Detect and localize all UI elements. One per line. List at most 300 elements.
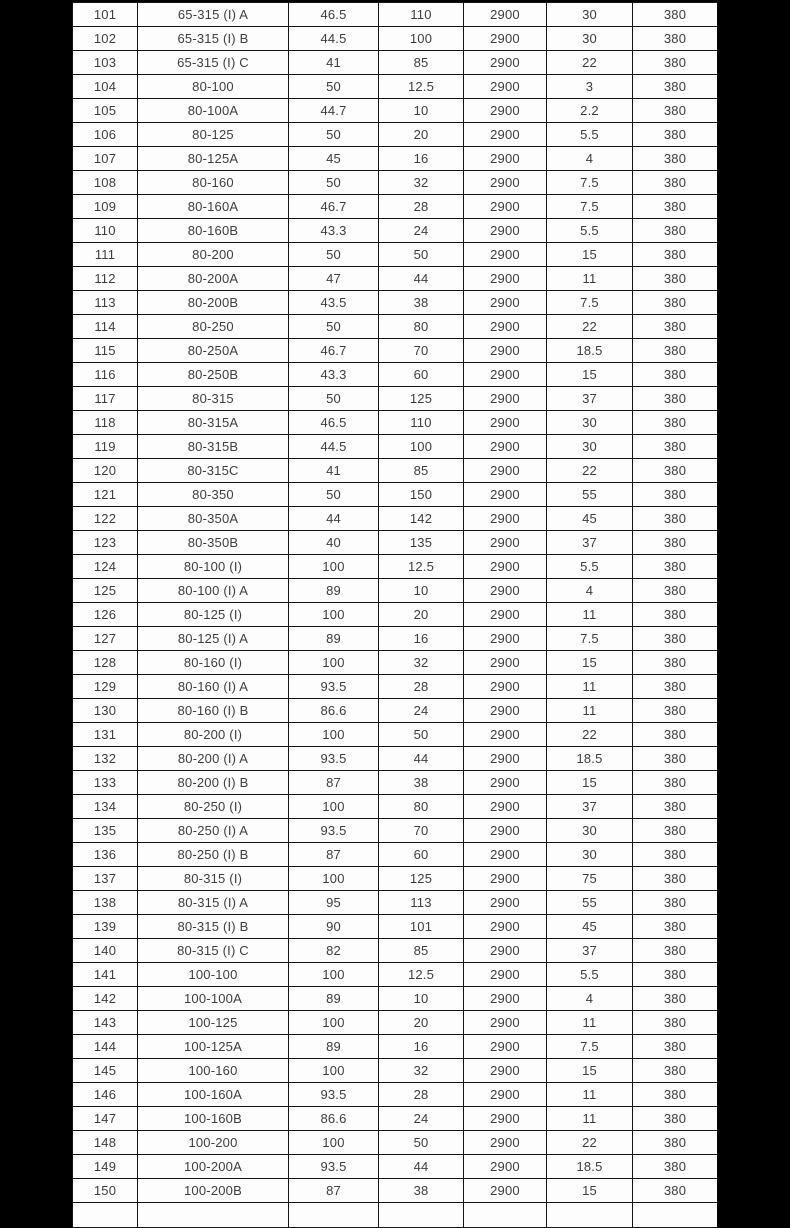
- table-row: [73, 1083, 718, 1107]
- cell-power: 37: [547, 387, 633, 411]
- cell-value-1: 45: [289, 147, 379, 171]
- table-row: [73, 723, 718, 747]
- cell-model: 80-350B: [138, 531, 289, 555]
- cell-value-2: 24: [379, 699, 464, 723]
- cell-model: 80-250 (I): [138, 795, 289, 819]
- cell-row-number: 150: [73, 1179, 138, 1203]
- cell-value-1: 86.6: [289, 1107, 379, 1131]
- cell-voltage: 380: [633, 459, 718, 483]
- cell-power: 15: [547, 1059, 633, 1083]
- table-row: [73, 291, 718, 315]
- cell-speed: 2900: [464, 1035, 547, 1059]
- cell-power: 22: [547, 723, 633, 747]
- cell-power: 11: [547, 603, 633, 627]
- cell-value-2: 20: [379, 1011, 464, 1035]
- cell-value-1: 46.7: [289, 339, 379, 363]
- cell-voltage: 380: [633, 867, 718, 891]
- table-row: [73, 915, 718, 939]
- cell-speed: 2900: [464, 723, 547, 747]
- table-cell-empty: [633, 1203, 718, 1228]
- cell-value-2: 20: [379, 123, 464, 147]
- table-cell-empty: [379, 1203, 464, 1228]
- cell-value-1: 100: [289, 555, 379, 579]
- cell-value-2: 100: [379, 27, 464, 51]
- cell-voltage: 380: [633, 1155, 718, 1179]
- cell-power: 22: [547, 1131, 633, 1155]
- table-row: [73, 171, 718, 195]
- cell-speed: 2900: [464, 75, 547, 99]
- cell-row-number: 103: [73, 51, 138, 75]
- cell-power: 7.5: [547, 291, 633, 315]
- cell-power: 30: [547, 435, 633, 459]
- cell-row-number: 141: [73, 963, 138, 987]
- cell-model: 80-160B: [138, 219, 289, 243]
- cell-row-number: 132: [73, 747, 138, 771]
- cell-power: 30: [547, 3, 633, 27]
- cell-model: 100-160A: [138, 1083, 289, 1107]
- table-row: [73, 1107, 718, 1131]
- cell-value-2: 20: [379, 603, 464, 627]
- cell-value-2: 16: [379, 147, 464, 171]
- cell-power: 11: [547, 699, 633, 723]
- cell-speed: 2900: [464, 195, 547, 219]
- cell-value-1: 50: [289, 315, 379, 339]
- cell-row-number: 148: [73, 1131, 138, 1155]
- cell-voltage: 380: [633, 771, 718, 795]
- cell-value-1: 93.5: [289, 1083, 379, 1107]
- cell-speed: 2900: [464, 843, 547, 867]
- cell-model: 80-315 (I) B: [138, 915, 289, 939]
- cell-power: 4: [547, 987, 633, 1011]
- cell-value-2: 38: [379, 291, 464, 315]
- cell-value-2: 16: [379, 627, 464, 651]
- cell-model: 80-100 (I): [138, 555, 289, 579]
- cell-voltage: 380: [633, 963, 718, 987]
- cell-row-number: 139: [73, 915, 138, 939]
- cell-value-1: 100: [289, 603, 379, 627]
- cell-power: 30: [547, 843, 633, 867]
- cell-value-2: 85: [379, 939, 464, 963]
- cell-value-2: 113: [379, 891, 464, 915]
- cell-value-1: 50: [289, 123, 379, 147]
- cell-row-number: 147: [73, 1107, 138, 1131]
- cell-row-number: 145: [73, 1059, 138, 1083]
- cell-row-number: 116: [73, 363, 138, 387]
- cell-model: 65-315 (I) A: [138, 3, 289, 27]
- cell-power: 15: [547, 651, 633, 675]
- cell-speed: 2900: [464, 315, 547, 339]
- cell-speed: 2900: [464, 867, 547, 891]
- cell-voltage: 380: [633, 1059, 718, 1083]
- cell-row-number: 105: [73, 99, 138, 123]
- cell-value-2: 24: [379, 219, 464, 243]
- cell-voltage: 380: [633, 1035, 718, 1059]
- cell-power: 5.5: [547, 555, 633, 579]
- cell-model: 80-250A: [138, 339, 289, 363]
- cell-model: 80-350: [138, 483, 289, 507]
- cell-value-1: 44.5: [289, 27, 379, 51]
- cell-model: 100-125: [138, 1011, 289, 1035]
- cell-speed: 2900: [464, 267, 547, 291]
- cell-speed: 2900: [464, 747, 547, 771]
- cell-value-1: 82: [289, 939, 379, 963]
- table-row: [73, 1059, 718, 1083]
- cell-value-1: 100: [289, 867, 379, 891]
- cell-row-number: 144: [73, 1035, 138, 1059]
- cell-row-number: 117: [73, 387, 138, 411]
- table-row: [73, 795, 718, 819]
- cell-speed: 2900: [464, 171, 547, 195]
- cell-speed: 2900: [464, 1131, 547, 1155]
- cell-value-1: 87: [289, 843, 379, 867]
- table-row: [73, 411, 718, 435]
- cell-speed: 2900: [464, 555, 547, 579]
- cell-voltage: 380: [633, 507, 718, 531]
- cell-value-2: 44: [379, 747, 464, 771]
- cell-value-2: 85: [379, 459, 464, 483]
- cell-voltage: 380: [633, 387, 718, 411]
- cell-speed: 2900: [464, 27, 547, 51]
- cell-model: 80-100A: [138, 99, 289, 123]
- cell-speed: 2900: [464, 1083, 547, 1107]
- table-row: [73, 3, 718, 27]
- table-row: [73, 579, 718, 603]
- cell-row-number: 106: [73, 123, 138, 147]
- cell-value-2: 110: [379, 411, 464, 435]
- cell-speed: 2900: [464, 51, 547, 75]
- cell-speed: 2900: [464, 507, 547, 531]
- table-row: [73, 1035, 718, 1059]
- cell-power: 22: [547, 315, 633, 339]
- cell-value-2: 12.5: [379, 555, 464, 579]
- cell-row-number: 112: [73, 267, 138, 291]
- cell-value-2: 10: [379, 579, 464, 603]
- cell-voltage: 380: [633, 339, 718, 363]
- cell-value-1: 89: [289, 579, 379, 603]
- cell-power: 15: [547, 1179, 633, 1203]
- cell-value-2: 28: [379, 195, 464, 219]
- cell-voltage: 380: [633, 99, 718, 123]
- cell-row-number: 122: [73, 507, 138, 531]
- cell-value-1: 43.3: [289, 219, 379, 243]
- cell-value-1: 47: [289, 267, 379, 291]
- cell-speed: 2900: [464, 651, 547, 675]
- cell-model: 80-315C: [138, 459, 289, 483]
- cell-value-2: 125: [379, 387, 464, 411]
- cell-row-number: 142: [73, 987, 138, 1011]
- cell-value-1: 100: [289, 795, 379, 819]
- table-row: [73, 363, 718, 387]
- cell-value-1: 100: [289, 651, 379, 675]
- cell-value-2: 32: [379, 171, 464, 195]
- cell-value-1: 89: [289, 1035, 379, 1059]
- table-row: [73, 555, 718, 579]
- cell-model: 80-125: [138, 123, 289, 147]
- cell-row-number: 133: [73, 771, 138, 795]
- cell-model: 80-200A: [138, 267, 289, 291]
- cell-voltage: 380: [633, 915, 718, 939]
- cell-value-1: 93.5: [289, 1155, 379, 1179]
- cell-value-2: 10: [379, 987, 464, 1011]
- cell-model: 80-100: [138, 75, 289, 99]
- cell-value-1: 43.3: [289, 363, 379, 387]
- cell-value-1: 40: [289, 531, 379, 555]
- cell-value-2: 110: [379, 3, 464, 27]
- cell-speed: 2900: [464, 147, 547, 171]
- cell-voltage: 380: [633, 147, 718, 171]
- cell-value-2: 38: [379, 1179, 464, 1203]
- cell-voltage: 380: [633, 819, 718, 843]
- cell-voltage: 380: [633, 603, 718, 627]
- cell-value-1: 95: [289, 891, 379, 915]
- cell-row-number: 136: [73, 843, 138, 867]
- cell-value-1: 100: [289, 723, 379, 747]
- cell-speed: 2900: [464, 339, 547, 363]
- cell-row-number: 129: [73, 675, 138, 699]
- table-cell-empty: [138, 1203, 289, 1228]
- cell-model: 80-100 (I) A: [138, 579, 289, 603]
- table-row: [73, 867, 718, 891]
- cell-power: 18.5: [547, 1155, 633, 1179]
- cell-speed: 2900: [464, 963, 547, 987]
- cell-voltage: 380: [633, 195, 718, 219]
- cell-value-1: 93.5: [289, 819, 379, 843]
- cell-speed: 2900: [464, 627, 547, 651]
- cell-voltage: 380: [633, 291, 718, 315]
- cell-speed: 2900: [464, 939, 547, 963]
- cell-voltage: 380: [633, 123, 718, 147]
- cell-row-number: 137: [73, 867, 138, 891]
- table-row-partial: [73, 1203, 718, 1228]
- cell-value-2: 16: [379, 1035, 464, 1059]
- cell-power: 4: [547, 579, 633, 603]
- cell-model: 80-200B: [138, 291, 289, 315]
- cell-value-1: 50: [289, 75, 379, 99]
- cell-value-1: 50: [289, 243, 379, 267]
- cell-power: 18.5: [547, 747, 633, 771]
- cell-speed: 2900: [464, 699, 547, 723]
- cell-value-2: 50: [379, 243, 464, 267]
- cell-speed: 2900: [464, 891, 547, 915]
- cell-voltage: 380: [633, 219, 718, 243]
- cell-model: 80-200 (I) B: [138, 771, 289, 795]
- cell-value-1: 50: [289, 387, 379, 411]
- cell-model: 80-200 (I) A: [138, 747, 289, 771]
- table-row: [73, 1131, 718, 1155]
- spec-table-body: [73, 3, 718, 1228]
- table-row: [73, 1011, 718, 1035]
- cell-row-number: 114: [73, 315, 138, 339]
- cell-value-1: 50: [289, 483, 379, 507]
- cell-row-number: 121: [73, 483, 138, 507]
- table-row: [73, 51, 718, 75]
- table-row: [73, 843, 718, 867]
- cell-voltage: 380: [633, 531, 718, 555]
- cell-voltage: 380: [633, 723, 718, 747]
- table-row: [73, 987, 718, 1011]
- cell-power: 45: [547, 915, 633, 939]
- table-row: [73, 147, 718, 171]
- cell-power: 11: [547, 267, 633, 291]
- cell-voltage: 380: [633, 795, 718, 819]
- cell-model: 80-315B: [138, 435, 289, 459]
- cell-row-number: 128: [73, 651, 138, 675]
- cell-speed: 2900: [464, 483, 547, 507]
- cell-value-2: 80: [379, 315, 464, 339]
- cell-model: 80-250B: [138, 363, 289, 387]
- cell-voltage: 380: [633, 1083, 718, 1107]
- cell-value-2: 80: [379, 795, 464, 819]
- cell-power: 55: [547, 483, 633, 507]
- table-row: [73, 387, 718, 411]
- cell-power: 30: [547, 411, 633, 435]
- cell-row-number: 118: [73, 411, 138, 435]
- cell-model: 100-200A: [138, 1155, 289, 1179]
- cell-power: 11: [547, 1083, 633, 1107]
- table-row: [73, 747, 718, 771]
- cell-value-2: 28: [379, 675, 464, 699]
- cell-speed: 2900: [464, 243, 547, 267]
- cell-value-2: 10: [379, 99, 464, 123]
- cell-value-2: 28: [379, 1083, 464, 1107]
- cell-speed: 2900: [464, 1179, 547, 1203]
- table-row: [73, 891, 718, 915]
- cell-model: 80-160: [138, 171, 289, 195]
- cell-row-number: 131: [73, 723, 138, 747]
- cell-voltage: 380: [633, 363, 718, 387]
- table-row: [73, 483, 718, 507]
- table-row: [73, 339, 718, 363]
- cell-voltage: 380: [633, 939, 718, 963]
- cell-speed: 2900: [464, 1155, 547, 1179]
- cell-row-number: 101: [73, 3, 138, 27]
- cell-value-2: 125: [379, 867, 464, 891]
- cell-value-1: 43.5: [289, 291, 379, 315]
- cell-model: 80-315 (I) C: [138, 939, 289, 963]
- cell-power: 15: [547, 363, 633, 387]
- cell-row-number: 120: [73, 459, 138, 483]
- cell-model: 80-315: [138, 387, 289, 411]
- table-row: [73, 123, 718, 147]
- cell-power: 30: [547, 27, 633, 51]
- cell-speed: 2900: [464, 603, 547, 627]
- cell-speed: 2900: [464, 579, 547, 603]
- table-row: [73, 315, 718, 339]
- cell-value-1: 46.5: [289, 3, 379, 27]
- table-row: [73, 651, 718, 675]
- cell-value-1: 100: [289, 1059, 379, 1083]
- cell-row-number: 149: [73, 1155, 138, 1179]
- cell-model: 65-315 (I) B: [138, 27, 289, 51]
- cell-row-number: 125: [73, 579, 138, 603]
- cell-row-number: 127: [73, 627, 138, 651]
- cell-speed: 2900: [464, 3, 547, 27]
- cell-value-1: 90: [289, 915, 379, 939]
- table-row: [73, 603, 718, 627]
- cell-speed: 2900: [464, 363, 547, 387]
- cell-model: 100-200B: [138, 1179, 289, 1203]
- cell-value-1: 100: [289, 1131, 379, 1155]
- cell-voltage: 380: [633, 675, 718, 699]
- cell-speed: 2900: [464, 123, 547, 147]
- cell-row-number: 109: [73, 195, 138, 219]
- cell-model: 100-200: [138, 1131, 289, 1155]
- cell-model: 80-125A: [138, 147, 289, 171]
- cell-value-1: 100: [289, 1011, 379, 1035]
- cell-power: 15: [547, 243, 633, 267]
- cell-value-2: 142: [379, 507, 464, 531]
- cell-power: 45: [547, 507, 633, 531]
- cell-power: 37: [547, 531, 633, 555]
- cell-power: 4: [547, 147, 633, 171]
- cell-value-1: 93.5: [289, 675, 379, 699]
- cell-speed: 2900: [464, 435, 547, 459]
- table-row: [73, 507, 718, 531]
- cell-voltage: 380: [633, 699, 718, 723]
- cell-power: 75: [547, 867, 633, 891]
- table-row: [73, 531, 718, 555]
- cell-voltage: 380: [633, 267, 718, 291]
- cell-power: 7.5: [547, 195, 633, 219]
- cell-row-number: 113: [73, 291, 138, 315]
- cell-voltage: 380: [633, 411, 718, 435]
- cell-value-2: 101: [379, 915, 464, 939]
- cell-value-2: 24: [379, 1107, 464, 1131]
- cell-model: 80-250 (I) B: [138, 843, 289, 867]
- cell-voltage: 380: [633, 27, 718, 51]
- table-cell-empty: [547, 1203, 633, 1228]
- cell-value-2: 150: [379, 483, 464, 507]
- cell-model: 100-100A: [138, 987, 289, 1011]
- cell-speed: 2900: [464, 915, 547, 939]
- cell-value-2: 70: [379, 819, 464, 843]
- cell-row-number: 126: [73, 603, 138, 627]
- cell-voltage: 380: [633, 435, 718, 459]
- table-row: [73, 1179, 718, 1203]
- cell-row-number: 143: [73, 1011, 138, 1035]
- cell-power: 5.5: [547, 219, 633, 243]
- cell-model: 80-160 (I): [138, 651, 289, 675]
- cell-power: 5.5: [547, 963, 633, 987]
- table-row: [73, 771, 718, 795]
- table-row: [73, 195, 718, 219]
- table-row: [73, 627, 718, 651]
- cell-value-1: 89: [289, 987, 379, 1011]
- cell-model: 100-100: [138, 963, 289, 987]
- cell-model: 80-160 (I) B: [138, 699, 289, 723]
- cell-model: 80-200: [138, 243, 289, 267]
- cell-voltage: 380: [633, 75, 718, 99]
- cell-voltage: 380: [633, 987, 718, 1011]
- cell-speed: 2900: [464, 411, 547, 435]
- cell-value-1: 100: [289, 963, 379, 987]
- cell-value-2: 100: [379, 435, 464, 459]
- cell-value-1: 44.5: [289, 435, 379, 459]
- cell-power: 7.5: [547, 171, 633, 195]
- cell-row-number: 110: [73, 219, 138, 243]
- cell-value-1: 46.5: [289, 411, 379, 435]
- cell-power: 11: [547, 675, 633, 699]
- cell-row-number: 104: [73, 75, 138, 99]
- cell-speed: 2900: [464, 219, 547, 243]
- cell-power: 7.5: [547, 1035, 633, 1059]
- cell-value-2: 85: [379, 51, 464, 75]
- cell-speed: 2900: [464, 795, 547, 819]
- cell-power: 37: [547, 939, 633, 963]
- cell-power: 15: [547, 771, 633, 795]
- cell-row-number: 111: [73, 243, 138, 267]
- cell-power: 30: [547, 819, 633, 843]
